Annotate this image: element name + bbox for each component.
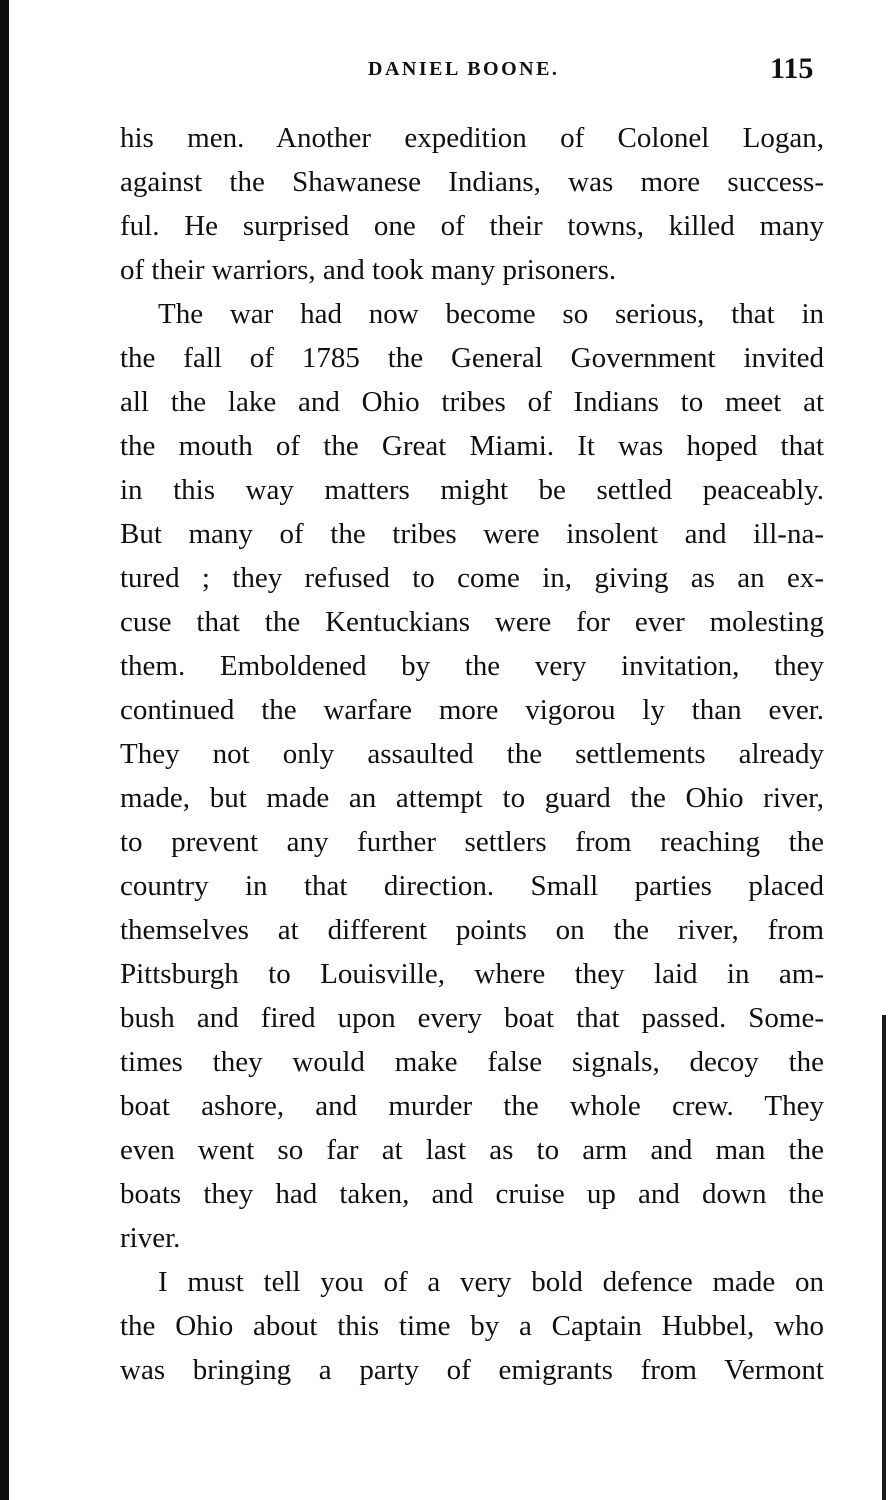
page-edge-shadow	[882, 1015, 886, 1500]
text-line: continued the warfare more vigorou ly than ever.	[120, 694, 824, 726]
text-line: Pittsburgh to Louisville, where they laid in am-	[120, 958, 824, 990]
text-line: to prevent any further settlers from reaching the	[120, 826, 824, 858]
page-binding-edge	[0, 0, 9, 1500]
running-title: DANIEL BOONE.	[368, 58, 560, 80]
body-text	[120, 116, 824, 1392]
text-line: the Ohio about this time by a Captain Hubbel, who	[120, 1310, 824, 1342]
text-line: boat ashore, and murder the whole crew. They	[120, 1090, 824, 1122]
paragraph	[120, 292, 824, 1260]
text-line: They not only assaulted the settlements already	[120, 738, 824, 770]
text-line: cuse that the Kentuckians were for ever molesting	[120, 606, 824, 638]
text-line: themselves at different points on the river, from	[120, 914, 824, 946]
text-line: against the Shawanese Indians, was more success-	[120, 166, 824, 198]
text-line: made, but made an attempt to guard the Ohio river,	[120, 782, 824, 814]
text-line: even went so far at last as to arm and man the	[120, 1134, 824, 1166]
text-line: I must tell you of a very bold defence made on	[158, 1266, 824, 1298]
text-line: his men. Another expedition of Colonel Logan,	[120, 122, 824, 154]
page-number: 115	[770, 52, 814, 85]
paragraph	[120, 1260, 824, 1392]
text-line: ful. He surprised one of their towns, killed many	[120, 210, 824, 242]
text-line: the fall of 1785 the General Government invited	[120, 342, 824, 374]
text-line: of their warriors, and took many prisoners.	[120, 254, 617, 286]
text-line: was bringing a party of emigrants from Vermont	[120, 1354, 824, 1386]
running-head	[0, 54, 889, 94]
text-line: river.	[120, 1222, 181, 1254]
text-line: all the lake and Ohio tribes of Indians to meet at	[120, 386, 824, 418]
text-line: bush and fired upon every boat that passed. Some-	[120, 1002, 824, 1034]
text-line: country in that direction. Small parties placed	[120, 870, 824, 902]
text-line: the mouth of the Great Miami. It was hoped that	[120, 430, 824, 462]
text-line: them. Emboldened by the very invitation, they	[120, 650, 824, 682]
text-line: tured ; they refused to come in, giving as an ex-	[120, 562, 824, 594]
text-line: in this way matters might be settled peaceably.	[120, 474, 824, 506]
paragraph	[120, 116, 824, 292]
text-line: The war had now become so serious, that in	[158, 298, 824, 330]
text-line: But many of the tribes were insolent and ill-na-	[120, 518, 824, 550]
text-line: times they would make false signals, decoy the	[120, 1046, 824, 1078]
text-line: boats they had taken, and cruise up and down the	[120, 1178, 824, 1210]
